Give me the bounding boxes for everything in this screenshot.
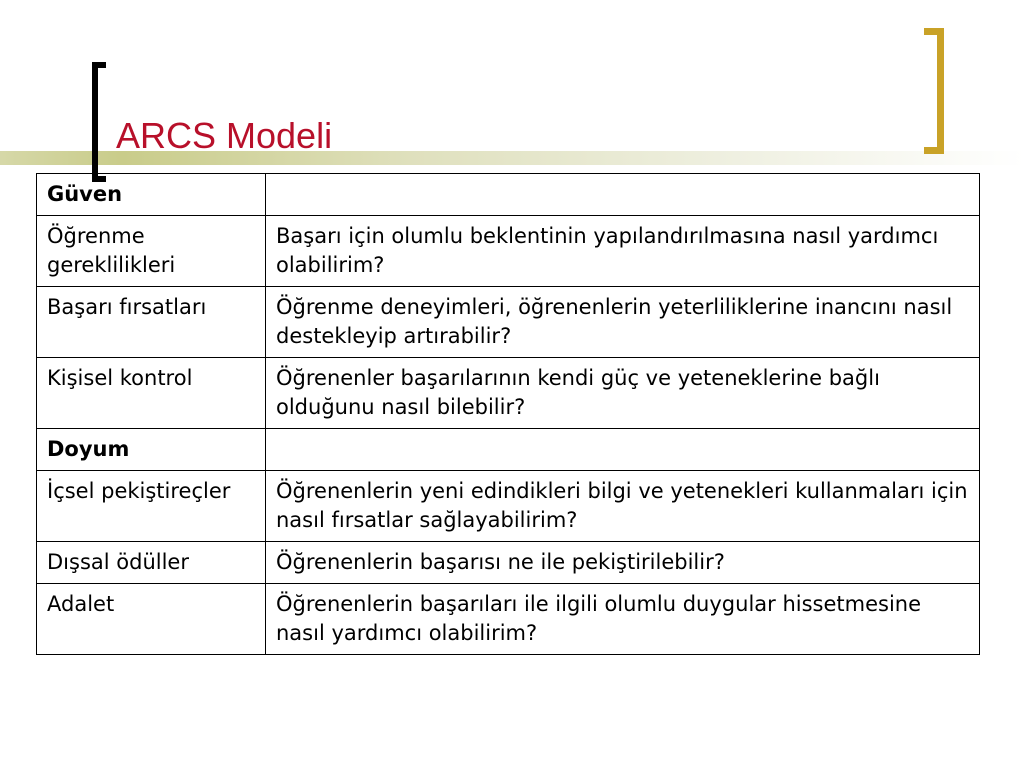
criterion-question: Öğrenme deneyimleri, öğrenenlerin yeterliliklerine inancını nasıl destekleyip artırabilir?: [266, 287, 980, 358]
criterion-label: Başarı fırsatları: [37, 287, 266, 358]
criterion-label: Kişisel kontrol: [37, 358, 266, 429]
table-row-section-doyum: [37, 429, 980, 471]
arcs-table: [36, 173, 980, 655]
table-row: [37, 584, 980, 655]
criterion-question: Öğrenenlerin başarıları ile ilgili olumlu duygular hissetmesine nasıl yardımcı olabilirim?: [266, 584, 980, 655]
table-row-section-guven: [37, 174, 980, 216]
table-row: [37, 471, 980, 542]
criterion-label: Öğrenme gereklilikleri: [37, 216, 266, 287]
criterion-label: Dışsal ödüller: [37, 542, 266, 584]
criterion-question: Öğrenenlerin başarısı ne ile pekiştirilebilir?: [266, 542, 980, 584]
criterion-label: İçsel pekiştireçler: [37, 471, 266, 542]
criterion-question: Başarı için olumlu beklentinin yapılandırılmasına nasıl yardımcı olabilirim?: [266, 216, 980, 287]
left-bracket-decoration: [92, 62, 106, 182]
table-row: [37, 358, 980, 429]
section-label: Güven: [37, 174, 266, 216]
section-description: [266, 174, 980, 216]
section-label: Doyum: [37, 429, 266, 471]
criterion-label: Adalet: [37, 584, 266, 655]
table-row: [37, 287, 980, 358]
page-title: ARCS Modeli: [116, 115, 333, 156]
section-description: [266, 429, 980, 471]
right-bracket-decoration: [924, 28, 944, 154]
criterion-question: Öğrenenler başarılarının kendi güç ve yeteneklerine bağlı olduğunu nasıl bilebilir?: [266, 358, 980, 429]
table-row: [37, 216, 980, 287]
table-row: [37, 542, 980, 584]
criterion-question: Öğrenenlerin yeni edindikleri bilgi ve yetenekleri kullanmaları için nasıl fırsatlar sağlayabilirim?: [266, 471, 980, 542]
